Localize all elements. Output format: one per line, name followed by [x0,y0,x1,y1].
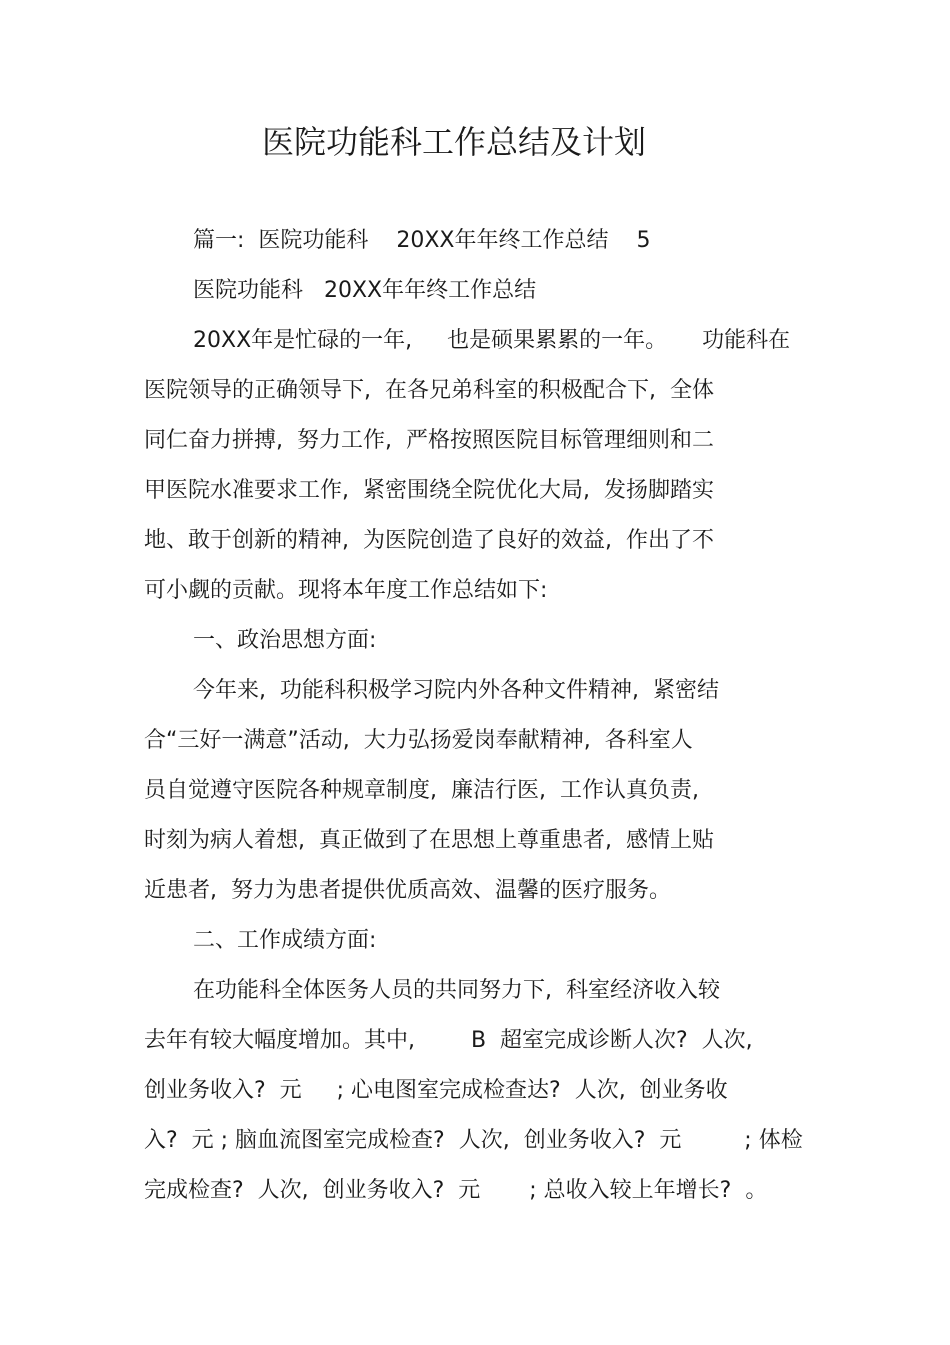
paragraph-line: 创业务收入? 元 ; 心电图室完成检查达? 人次, 创业务收 [144,1078,728,1103]
paragraph-line: 甲医院水准要求工作, 紧密围绕全院优化大局, 发扬脚踏实 [144,478,714,503]
section-heading-achievements: 二、工作成绩方面: [193,928,377,953]
section-heading-political: 一、政治思想方面: [193,628,377,653]
paragraph-line: 去年有较大幅度增加。其中, B 超室完成诊断人次? 人次, [144,1028,753,1053]
document-title: 医院功能科工作总结及计划 [261,123,646,161]
paragraph-line: 20XX年是忙碌的一年, 也是硕果累累的一年。 功能科在 [193,328,791,353]
paragraph-line: 近患者, 努力为患者提供优质高效、温馨的医疗服务。 [144,878,671,903]
paragraph-line: 完成检查? 人次, 创业务收入? 元 ; 总收入较上年增长? 。 [144,1178,768,1203]
subtitle-line: 医院功能科 20XX年年终工作总结 [193,278,537,303]
paragraph-line: 可小觑的贡献。现将本年度工作总结如下: [144,578,548,603]
paragraph-line: 在功能科全体医务人员的共同努力下, 科室经济收入较 [193,978,720,1003]
paragraph-line: 入? 元 ; 脑血流图室完成检查? 人次, 创业务收入? 元 ; 体检 [144,1128,803,1153]
paragraph-line: 同仁奋力拼搏, 努力工作, 严格按照医院目标管理细则和二 [144,428,714,453]
paragraph-line: 医院领导的正确领导下, 在各兄弟科室的积极配合下, 全体 [144,378,714,403]
paragraph-line: 合“三好一满意”活动, 大力弘扬爱岗奉献精神, 各科室人 [144,728,693,753]
paragraph-line: 地、敢于创新的精神, 为医院创造了良好的效益, 作出了不 [144,528,714,553]
paragraph-line: 员自觉遵守医院各种规章制度, 廉洁行医, 工作认真负责, [144,778,699,803]
paragraph-line: 今年来, 功能科积极学习院内外各种文件精神, 紧密结 [193,678,719,703]
section-heading-line: 篇一: 医院功能科 20XX年年终工作总结 5 [193,228,651,253]
paragraph-line: 时刻为病人着想, 真正做到了在思想上尊重患者, 感情上贴 [144,828,714,853]
